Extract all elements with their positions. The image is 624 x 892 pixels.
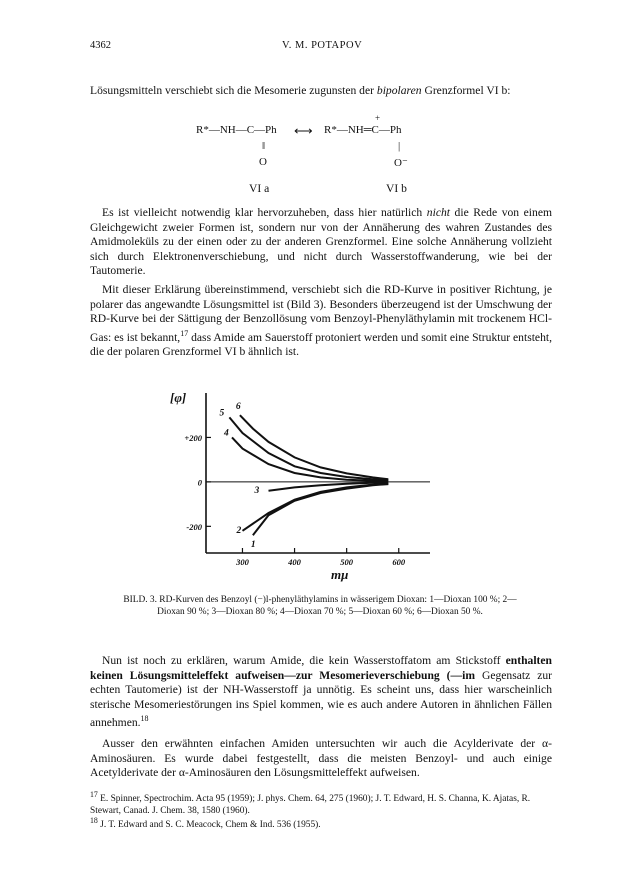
formula-double-bond: ‖ xyxy=(262,140,266,152)
para4-footnote-ref: 18 xyxy=(140,714,149,723)
curves xyxy=(229,415,388,535)
formula-right: R*—NH═C—Ph xyxy=(324,124,402,136)
footnote-17-text: E. Spinner, Spectrochim. Acta 95 (1959); J. phys. Chem. 64, 275 (1960); J. T. Edward, H. S. Channa, K. Ajatas, R. Stewart, Canad. J. Chem. 38, 1580 (1960). xyxy=(90,794,531,817)
series-2-label: 2 xyxy=(236,525,242,536)
para2-before: Es ist vielleicht notwendig klar hervorzuheben, dass hier natürlich xyxy=(102,206,427,219)
footnote-17 xyxy=(90,789,552,817)
y-axis-label: [φ] xyxy=(170,390,187,405)
series-1-label: 1 xyxy=(250,540,256,551)
formula-label-a: VI a xyxy=(249,182,270,195)
formula-left: R*—NH—C—Ph xyxy=(196,124,277,136)
para5-text: Ausser den erwähnten einfachen Amiden untersuchten wir auch die Acylderivate der α-Aminosäuren. Es wurde dabei festgestellt, dass die meisten Benzoyl- und auch einige Acetylderivate der α-Aminosäuren den Lösungsmitteleffekt aufweisen. xyxy=(90,737,552,779)
formula-label-b: VI b xyxy=(386,182,407,195)
formula-single-bond: | xyxy=(398,140,401,152)
paragraph-4 xyxy=(90,654,552,730)
footnote-18-num: 18 xyxy=(90,816,98,825)
formula-plus: + xyxy=(375,113,381,123)
formula-right-atom: O⁻ xyxy=(394,157,408,169)
y-tick-label: +200 xyxy=(184,432,202,443)
para3-tail: dass Amide am Sauerstoff protoniert werden und somit eine Struktur entsteht, die der polaren Grenzformel VI b ähnlich ist. xyxy=(90,330,552,358)
series-4-label: 4 xyxy=(224,428,229,439)
intro-paragraph xyxy=(90,84,552,99)
footnote-18 xyxy=(90,815,552,831)
para4-rest: Gegensatz zur echten Tautomerie) ist der NH-Wasserstoff ja unnötig. Es scheint uns, dass hier warscheinlich sterische Mesomeriestörungen ins Spiel kommen, wie es auch andere Autoren in ähnlichen Fällen annehmen. xyxy=(90,668,552,729)
para4-bold: enthalten keinen Lösungsmitteleffekt aufweisen—zur Mesomerieverschiebung (—im xyxy=(90,654,552,682)
running-title: V. M. POTAPOV xyxy=(282,40,363,51)
series-5-label: 5 xyxy=(219,408,225,419)
para3-footnote-ref: 17 xyxy=(180,328,189,338)
y-tick-label: -200 xyxy=(186,521,202,532)
x-tick-label: 400 xyxy=(288,557,301,565)
x-tick-label: 300 xyxy=(236,557,249,565)
formula-left-atom: O xyxy=(259,156,267,168)
series-3-label: 3 xyxy=(254,485,260,496)
page-number: 4362 xyxy=(90,40,111,51)
figure-caption: BILD. 3. RD-Kurven des Benzoyl (−)l-phenyläthylamins in wässerigem Dioxan: 1—Dioxan 100 %; 2—Dioxan 90 %; 3—Dioxan 80 %; 4—Dioxan 70 %; 5—Dioxan 60 %; 6—Dioxan 50 %. xyxy=(123,595,517,617)
y-tick-label: 0 xyxy=(197,477,202,488)
formula-arrow: ⟷ xyxy=(294,123,313,138)
paragraph-5 xyxy=(90,737,552,781)
rd-curves-chart xyxy=(168,385,468,565)
para3-text: Mit dieser Erklärung übereinstimmend, verschiebt sich die RD-Kurve in positiver Richtung, je polarer das angewandte Lösungsmittel ist (Bild 3). Besonders überzeugend ist der Umschwung der RD-Kurve bei der Sättigung der Benzollösung vom Benzoyl-Phenyläthylamin mit trockenem HCl-Gas: es ist bekannt, xyxy=(90,283,552,344)
series-2-line xyxy=(243,484,389,531)
para4-line1: Nun ist noch zu erklären, warum Amide, die kein Wasserstoffatom am Stickstoff xyxy=(102,654,501,667)
intro-italic: bipolaren xyxy=(376,84,422,97)
para2-after: die Rede von einem Gleichgewicht zweier Formen ist, sondern nur von der Annäherung des wahren Zustandes des Amidmoleküls zu der einen oder zu der anderen Grenzformel. Eine solche Annäherung vollzieht sich durch Elektronenverschiebung, und nicht durch Wasserstoffwanderung, wie bei der Tautomerie. xyxy=(90,206,552,277)
intro-text-after: Grenzformel VI b: xyxy=(421,84,511,97)
x-tick-label: 500 xyxy=(340,557,354,565)
x-tick-label: 600 xyxy=(392,557,406,565)
para2-italic: nicht xyxy=(426,206,450,219)
paragraph-2 xyxy=(90,206,552,279)
intro-text-before: Lösungsmitteln verschiebt sich die Mesomerie zugunsten der xyxy=(90,84,377,97)
series-5-line xyxy=(229,417,388,480)
x-axis-label: mμ xyxy=(331,567,349,582)
footnote-17-num: 17 xyxy=(90,790,98,799)
paragraph-3 xyxy=(90,283,552,359)
series-6-label: 6 xyxy=(235,402,241,413)
footnote-18-text: J. T. Edward and S. C. Meacock, Chem & Ind. 536 (1955). xyxy=(100,820,321,831)
